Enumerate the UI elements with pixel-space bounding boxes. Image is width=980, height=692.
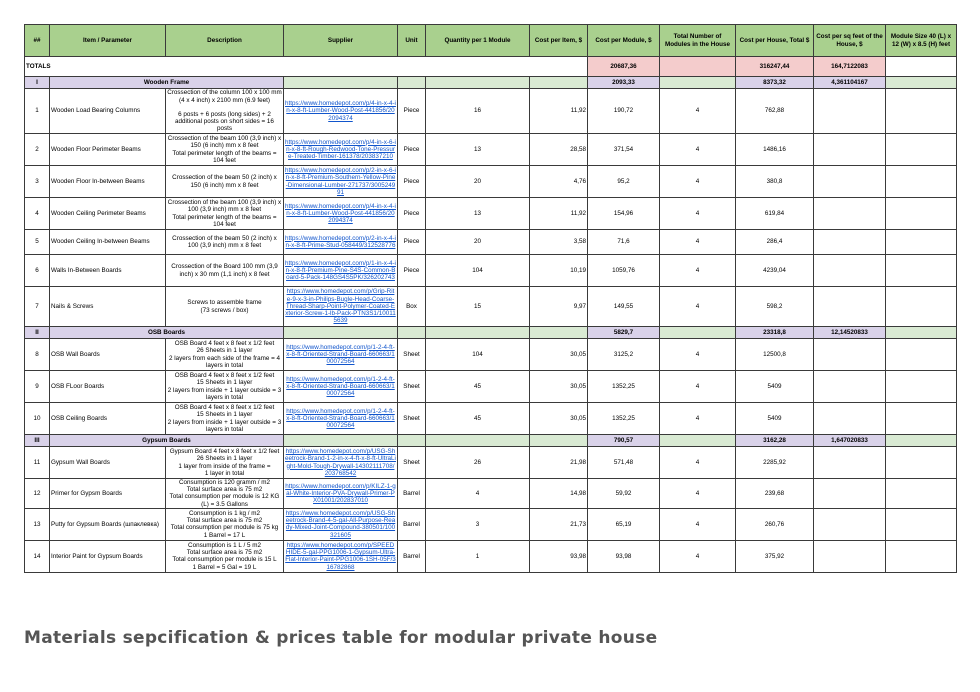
table-row <box>25 230 957 255</box>
section-empty-cost-item[interactable] <box>530 77 588 89</box>
table-row <box>25 134 957 166</box>
row-cost-module[interactable]: 71,6 <box>588 230 660 255</box>
table-row <box>25 166 957 198</box>
row-description[interactable]: Screws to assemble frame (73 screws / box) <box>166 287 284 327</box>
row-modules[interactable]: 4 <box>660 479 736 509</box>
row-number[interactable]: 2 <box>25 134 50 166</box>
section-empty-size[interactable] <box>886 327 957 339</box>
section-cost-house[interactable]: 23318,8 <box>736 327 814 339</box>
row-modules[interactable]: 4 <box>660 508 736 540</box>
row-cost-sqft[interactable] <box>814 134 886 166</box>
row-quantity[interactable]: 3 <box>426 508 530 540</box>
row-cost-house[interactable]: 239,68 <box>736 479 814 509</box>
row-cost-sqft[interactable] <box>814 540 886 572</box>
row-item[interactable]: OSB Ceiling Boards <box>50 403 166 435</box>
row-cost-sqft[interactable] <box>814 198 886 230</box>
row-module-size[interactable] <box>886 166 957 198</box>
row-unit[interactable]: Barrel <box>398 508 426 540</box>
table-row <box>25 403 957 435</box>
row-cost-module[interactable]: 154,96 <box>588 198 660 230</box>
row-supplier-link[interactable]: https://www.homedepot.com/p/USG-Sheetrock-Brand-1-2-in-x-4-ft-x-8-ft-UltraLight-Mold-Tough-Drywall-14302111708/203768542 <box>285 448 396 477</box>
row-quantity[interactable]: 1 <box>426 540 530 572</box>
row-item[interactable]: Wooden Ceiling In-between Beams <box>50 230 166 255</box>
row-cost-module[interactable]: 571,48 <box>588 447 660 479</box>
col-header-item[interactable]: Item / Parameter <box>50 25 166 57</box>
row-cost-sqft[interactable] <box>814 403 886 435</box>
row-supplier-link[interactable]: https://www.homedepot.com/p/KILZ-1-gal-White-Interior-PVA-Drywall-Primer-PX01001/202837010 <box>284 479 398 509</box>
row-quantity[interactable]: 20 <box>426 166 530 198</box>
row-quantity[interactable]: 45 <box>426 403 530 435</box>
row-unit[interactable]: Sheet <box>398 403 426 435</box>
row-unit[interactable]: Sheet <box>398 371 426 403</box>
materials-table <box>24 24 957 573</box>
row-cost-house[interactable]: 375,92 <box>736 540 814 572</box>
row-supplier-link[interactable]: https://www.homedepot.com/p/Grip-Rite-9-x-3-in-Philips-Bugle-Head-Coarse-Thread-Sharp-Point-Polymer-Coated-Exterior-Screw-1-lb-Pack-PTN3S1/100115639 <box>284 287 398 327</box>
row-cost-house[interactable]: 598,2 <box>736 287 814 327</box>
section-cost-module[interactable]: 2093,33 <box>588 77 660 89</box>
row-cost-sqft[interactable] <box>814 255 886 287</box>
row-description[interactable]: Consumption is 1 kg / m2 Total surface area is 75 m2 Total consumption per module is 75 kg 1 Barrel = 17 L <box>166 508 284 540</box>
section-cost-house[interactable]: 3162,28 <box>736 435 814 447</box>
row-modules[interactable]: 4 <box>660 540 736 572</box>
row-cost-module[interactable]: 371,54 <box>588 134 660 166</box>
col-header-cost-item[interactable]: Cost per Item, $ <box>530 25 588 57</box>
header-row <box>25 25 957 57</box>
row-module-size[interactable] <box>886 540 957 572</box>
section-empty-qty[interactable] <box>426 77 530 89</box>
row-module-size[interactable] <box>886 198 957 230</box>
row-cost-sqft[interactable] <box>814 371 886 403</box>
row-item[interactable]: Wooden Floor In-between Beams <box>50 166 166 198</box>
section-empty-cost-item[interactable] <box>530 435 588 447</box>
row-unit[interactable]: Barrel <box>398 540 426 572</box>
row-unit[interactable]: Piece <box>398 89 426 134</box>
row-modules[interactable]: 4 <box>660 166 736 198</box>
section-empty-cost-item[interactable] <box>530 327 588 339</box>
row-unit[interactable]: Piece <box>398 255 426 287</box>
col-header-modules[interactable]: Total Number of Modules in the House <box>660 25 736 57</box>
row-cost-house[interactable]: 619,84 <box>736 198 814 230</box>
row-description[interactable]: Crossection of the beam 50 (2 inch) x 150 (6 inch) mm x 8 feet <box>166 166 284 198</box>
row-item[interactable]: OSB FLoor Boards <box>50 371 166 403</box>
section-empty-qty[interactable] <box>426 327 530 339</box>
row-cost-house[interactable]: 4239,04 <box>736 255 814 287</box>
table-row <box>25 371 957 403</box>
row-module-size[interactable] <box>886 479 957 509</box>
table-row <box>25 479 957 509</box>
totals-row <box>25 57 957 77</box>
row-cost-house[interactable]: 762,88 <box>736 89 814 134</box>
row-item[interactable]: Nails & Screws <box>50 287 166 327</box>
row-cost-sqft[interactable] <box>814 230 886 255</box>
section-cost-house[interactable]: 8373,32 <box>736 77 814 89</box>
row-module-size[interactable] <box>886 134 957 166</box>
totals-cost-sqft[interactable]: 164,7122083 <box>814 57 886 77</box>
row-supplier-link[interactable]: https://www.homedepot.com/p/1-2-4-ft-x-8-ft-Oriented-Strand-Board-660663/100072564 <box>284 371 398 403</box>
row-cost-item[interactable]: 9,97 <box>530 287 588 327</box>
row-module-size[interactable] <box>886 371 957 403</box>
section-empty-supplier[interactable] <box>284 77 398 89</box>
col-header-cost-sqft[interactable]: Cost per sq feet of the House, $ <box>814 25 886 57</box>
row-number[interactable]: 11 <box>25 447 50 479</box>
row-cost-module[interactable]: 1352,25 <box>588 371 660 403</box>
row-quantity[interactable]: 104 <box>426 339 530 371</box>
row-cost-module[interactable]: 3125,2 <box>588 339 660 371</box>
totals-label[interactable]: TOTALS <box>25 57 588 77</box>
row-unit[interactable]: Sheet <box>398 447 426 479</box>
row-cost-item[interactable]: 30,05 <box>530 371 588 403</box>
row-modules[interactable]: 4 <box>660 447 736 479</box>
row-supplier-link[interactable]: https://www.homedepot.com/p/1-in-x-4-in-x-8-ft-Premium-Pine-S4S-Common-Board-5-Pack-148GS4S5PK/326202743 <box>284 255 398 287</box>
row-modules[interactable]: 4 <box>660 371 736 403</box>
row-cost-item[interactable]: 93,98 <box>530 540 588 572</box>
row-cost-module[interactable]: 65,19 <box>588 508 660 540</box>
table-row <box>25 89 957 134</box>
row-cost-module[interactable]: 190,72 <box>588 89 660 134</box>
row-item[interactable]: Wooden Load Bearing Columns <box>50 89 166 134</box>
section-empty-modules[interactable] <box>660 77 736 89</box>
row-cost-item[interactable]: 28,58 <box>530 134 588 166</box>
row-description[interactable]: Crossection of the Board 100 mm (3,9 inch) x 30 mm (1,1 inch) x 8 feet <box>166 255 284 287</box>
row-modules[interactable]: 4 <box>660 403 736 435</box>
row-cost-item[interactable]: 21,73 <box>530 508 588 540</box>
row-cost-sqft[interactable] <box>814 166 886 198</box>
section-empty-unit[interactable] <box>398 327 426 339</box>
row-modules[interactable]: 4 <box>660 198 736 230</box>
row-item[interactable]: Gypsum Wall Boards <box>50 447 166 479</box>
row-cost-house[interactable]: 260,76 <box>736 508 814 540</box>
row-unit[interactable]: Piece <box>398 134 426 166</box>
row-number[interactable]: 9 <box>25 371 50 403</box>
row-cost-item[interactable]: 30,05 <box>530 403 588 435</box>
row-cost-house[interactable]: 380,8 <box>736 166 814 198</box>
row-cost-item[interactable]: 11,92 <box>530 89 588 134</box>
row-cost-sqft[interactable] <box>814 508 886 540</box>
row-unit[interactable]: Piece <box>398 198 426 230</box>
row-quantity[interactable]: 13 <box>426 134 530 166</box>
row-supplier-link[interactable]: https://www.homedepot.com/p/2-in-x-4-in-x-8-ft-Prime-Stud-058449/312528776 <box>284 230 398 255</box>
totals-empty-size[interactable] <box>886 57 957 77</box>
row-unit[interactable]: Piece <box>398 230 426 255</box>
row-number[interactable]: 1 <box>25 89 50 134</box>
row-cost-item[interactable]: 11,92 <box>530 198 588 230</box>
col-header-cost-house[interactable]: Cost per House, Total $ <box>736 25 814 57</box>
row-cost-house[interactable]: 1486,16 <box>736 134 814 166</box>
row-supplier-link[interactable]: https://www.homedepot.com/p/4-in-x-4-in-x-8-ft-Lumber-Wood-Post-441856/202094374 <box>284 89 398 134</box>
section-name[interactable]: OSB Boards <box>50 327 284 339</box>
section-row <box>25 435 957 447</box>
row-number[interactable]: 5 <box>25 230 50 255</box>
col-header-supplier[interactable]: Supplier <box>284 25 398 57</box>
row-module-size[interactable] <box>886 403 957 435</box>
row-module-size[interactable] <box>886 287 957 327</box>
row-number[interactable]: 6 <box>25 255 50 287</box>
row-cost-module[interactable]: 1352,25 <box>588 403 660 435</box>
row-cost-item[interactable]: 21,98 <box>530 447 588 479</box>
row-cost-item[interactable]: 10,19 <box>530 255 588 287</box>
row-description[interactable]: Consumption is 1 L / 5 m2 Total surface area is 75 m2 Total consumption per module is 15 L 1 Barrel = 5 Gal = 19 L <box>166 540 284 572</box>
row-item[interactable]: Putty for Gypsum Boards (шпаклевка) <box>50 508 166 540</box>
table-row <box>25 255 957 287</box>
row-module-size[interactable] <box>886 255 957 287</box>
row-modules[interactable]: 4 <box>660 89 736 134</box>
row-description[interactable]: Crossection of the beam 100 (3,9 inch) x 100 (3,9 inch) mm x 8 feet Total perimeter length of the beams = 104 feet <box>166 198 284 230</box>
row-description[interactable]: Consumption is 120 gramm / m2 Total surface area is 75 m2 Total consumption per module is 12 KG (L) = 3.5 Gallons <box>166 479 284 509</box>
row-supplier-link[interactable]: https://www.homedepot.com/p/4-in-x-4-in-x-8-ft-Lumber-Wood-Post-441856/202094374 <box>284 198 398 230</box>
row-number[interactable]: 10 <box>25 403 50 435</box>
row-cost-sqft[interactable] <box>814 89 886 134</box>
page-caption: Materials sepcification & prices table for modular private house <box>24 628 658 648</box>
section-empty-supplier[interactable] <box>284 327 398 339</box>
row-supplier-link[interactable]: https://www.homedepot.com/p/USG-Sheetrock-Brand-4-5-gal-All-Purpose-Ready-Mixed-Joint-Compound-380501/100321605 <box>284 508 398 540</box>
row-modules[interactable]: 4 <box>660 230 736 255</box>
row-description[interactable]: OSB Board 4 feet x 8 feet x 1/2 feet 15 Sheets in 1 layer 2 layers from inside + 1 layer outside = 3 layers in total <box>166 403 284 435</box>
section-number[interactable]: III <box>25 435 50 447</box>
section-empty-modules[interactable] <box>660 435 736 447</box>
row-quantity[interactable]: 20 <box>426 230 530 255</box>
row-unit[interactable]: Sheet <box>398 339 426 371</box>
section-empty-unit[interactable] <box>398 435 426 447</box>
row-cost-module[interactable]: 149,55 <box>588 287 660 327</box>
row-item[interactable]: Walls In-Between Boards <box>50 255 166 287</box>
section-empty-unit[interactable] <box>398 77 426 89</box>
row-cost-item[interactable]: 3,58 <box>530 230 588 255</box>
col-header-description[interactable]: Description <box>166 25 284 57</box>
section-number[interactable]: I <box>25 77 50 89</box>
row-quantity[interactable]: 4 <box>426 479 530 509</box>
section-cost-sqft[interactable]: 1,647020833 <box>814 435 886 447</box>
totals-empty-modules[interactable] <box>660 57 736 77</box>
row-quantity[interactable]: 13 <box>426 198 530 230</box>
row-number[interactable]: 8 <box>25 339 50 371</box>
row-description[interactable]: Crossection of the beam 100 (3,9 inch) x 150 (6 inch) mm x 8 feet Total perimeter length of the beams = 104 feet <box>166 134 284 166</box>
section-empty-modules[interactable] <box>660 327 736 339</box>
row-quantity[interactable]: 26 <box>426 447 530 479</box>
row-item[interactable]: OSB Wall Boards <box>50 339 166 371</box>
col-header-num[interactable]: ## <box>25 25 50 57</box>
row-supplier-link[interactable]: https://www.homedepot.com/p/4-in-x-6-in-x-8-ft-Rough-Redwood-Tone-Pressure-Treated-Timber-161378/203837210 <box>284 134 398 166</box>
section-empty-size[interactable] <box>886 77 957 89</box>
row-unit[interactable]: Piece <box>398 166 426 198</box>
row-module-size[interactable] <box>886 89 957 134</box>
row-cost-item[interactable]: 30,05 <box>530 339 588 371</box>
table-row <box>25 198 957 230</box>
row-unit[interactable]: Barrel <box>398 479 426 509</box>
row-module-size[interactable] <box>886 447 957 479</box>
row-cost-module[interactable]: 59,92 <box>588 479 660 509</box>
row-cost-house[interactable]: 5409 <box>736 371 814 403</box>
row-cost-house[interactable]: 2285,92 <box>736 447 814 479</box>
row-cost-sqft[interactable] <box>814 339 886 371</box>
row-quantity[interactable]: 104 <box>426 255 530 287</box>
row-modules[interactable]: 4 <box>660 134 736 166</box>
row-quantity[interactable]: 45 <box>426 371 530 403</box>
row-cost-module[interactable]: 1059,76 <box>588 255 660 287</box>
col-header-module-size[interactable]: Module Size 40 (L) x 12 (W) x 8.5 (H) feet <box>886 25 957 57</box>
row-item[interactable]: Wooden Floor Perimeter Beams <box>50 134 166 166</box>
section-cost-sqft[interactable]: 12,14520833 <box>814 327 886 339</box>
row-cost-sqft[interactable] <box>814 287 886 327</box>
section-cost-module[interactable]: 790,57 <box>588 435 660 447</box>
row-cost-house[interactable]: 5409 <box>736 403 814 435</box>
row-quantity[interactable]: 16 <box>426 89 530 134</box>
row-description[interactable]: OSB Board 4 feet x 8 feet x 1/2 feet 15 Sheets in 1 layer 2 layers from inside + 1 layer outside = 3 layers in total <box>166 371 284 403</box>
row-number[interactable]: 3 <box>25 166 50 198</box>
row-cost-house[interactable]: 12500,8 <box>736 339 814 371</box>
table-row <box>25 447 957 479</box>
row-module-size[interactable] <box>886 339 957 371</box>
row-modules[interactable]: 4 <box>660 255 736 287</box>
row-number[interactable]: 7 <box>25 287 50 327</box>
row-modules[interactable]: 4 <box>660 287 736 327</box>
col-header-unit[interactable]: Unit <box>398 25 426 57</box>
row-cost-sqft[interactable] <box>814 479 886 509</box>
table-row <box>25 540 957 572</box>
row-supplier-link[interactable]: https://www.homedepot.com/p/2-in-x-6-in-x-8-ft-Premium-Southern-Yellow-Pine-Dimensional-Lumber-271737/300524991 <box>285 167 396 196</box>
row-number[interactable]: 14 <box>25 540 50 572</box>
row-supplier-link[interactable]: https://www.homedepot.com/p/SPEEDHIDE-5-gal-PPG1006-1-Gypsum-Ultra-Flat-Interior-Paint-PPG1006-1SH-05F/316782868 <box>285 541 396 571</box>
section-empty-size[interactable] <box>886 435 957 447</box>
totals-cost-house[interactable]: 316247,44 <box>736 57 814 77</box>
row-supplier-link[interactable]: https://www.homedepot.com/p/1-2-4-ft-x-8-ft-Oriented-Strand-Board-660663/100072564 <box>284 403 398 435</box>
row-item[interactable]: Wooden Ceiling Perimeter Beams <box>50 198 166 230</box>
table-row <box>25 508 957 540</box>
row-item[interactable]: Interior Paint for Gypsum Boards <box>50 540 166 572</box>
row-supplier-link[interactable]: https://www.homedepot.com/p/1-2-4-ft-x-8-ft-Oriented-Strand-Board-660663/100072564 <box>284 339 398 371</box>
row-module-size[interactable] <box>886 508 957 540</box>
col-header-cost-module[interactable]: Cost per Module, $ <box>588 25 660 57</box>
section-empty-qty[interactable] <box>426 435 530 447</box>
row-cost-module[interactable]: 95,2 <box>588 166 660 198</box>
col-header-quantity[interactable]: Quantity per 1 Module <box>426 25 530 57</box>
row-number[interactable]: 12 <box>25 479 50 509</box>
row-modules[interactable]: 4 <box>660 339 736 371</box>
row-item[interactable]: Primer for Gypsm Boards <box>50 479 166 509</box>
row-module-size[interactable] <box>886 230 957 255</box>
row-number[interactable]: 13 <box>25 508 50 540</box>
row-number[interactable]: 4 <box>25 198 50 230</box>
section-row <box>25 327 957 339</box>
row-description[interactable]: Crossection of the column 100 x 100 mm (4 x 4 inch) x 2100 mm (6.9 feet) 6 posts + 6 posts (long sides) + 2 additional posts on short sides = 16 posts <box>167 89 282 133</box>
section-cost-sqft[interactable]: 4,361104167 <box>814 77 886 89</box>
row-cost-item[interactable]: 14,98 <box>530 479 588 509</box>
row-unit[interactable]: Box <box>398 287 426 327</box>
table-row <box>25 287 957 327</box>
row-description[interactable]: Gypsum Board 4 feet x 8 feet x 1/2 feet 26 Sheets in 1 layer 1 layer from inside of the frame = 1 layer in total <box>166 447 284 479</box>
section-empty-supplier[interactable] <box>284 435 398 447</box>
row-quantity[interactable]: 15 <box>426 287 530 327</box>
row-cost-item[interactable]: 4,76 <box>530 166 588 198</box>
section-name[interactable]: Gypsum Boards <box>50 435 284 447</box>
row-cost-house[interactable]: 286,4 <box>736 230 814 255</box>
section-cost-module[interactable]: 5829,7 <box>588 327 660 339</box>
totals-cost-module[interactable]: 20687,36 <box>588 57 660 77</box>
row-description[interactable]: Crossection of the beam 50 (2 inch) x 100 (3,9 inch) mm x 8 feet <box>166 230 284 255</box>
section-number[interactable]: II <box>25 327 50 339</box>
section-row <box>25 77 957 89</box>
table-row <box>25 339 957 371</box>
row-cost-module[interactable]: 93,98 <box>588 540 660 572</box>
section-name[interactable]: Wooden Frame <box>50 77 284 89</box>
row-cost-sqft[interactable] <box>814 447 886 479</box>
row-description[interactable]: OSB Board 4 feet x 8 feet x 1/2 feet 26 Sheets in 1 layer 2 layers from each side of the frame = 4 layers in total <box>166 339 284 371</box>
